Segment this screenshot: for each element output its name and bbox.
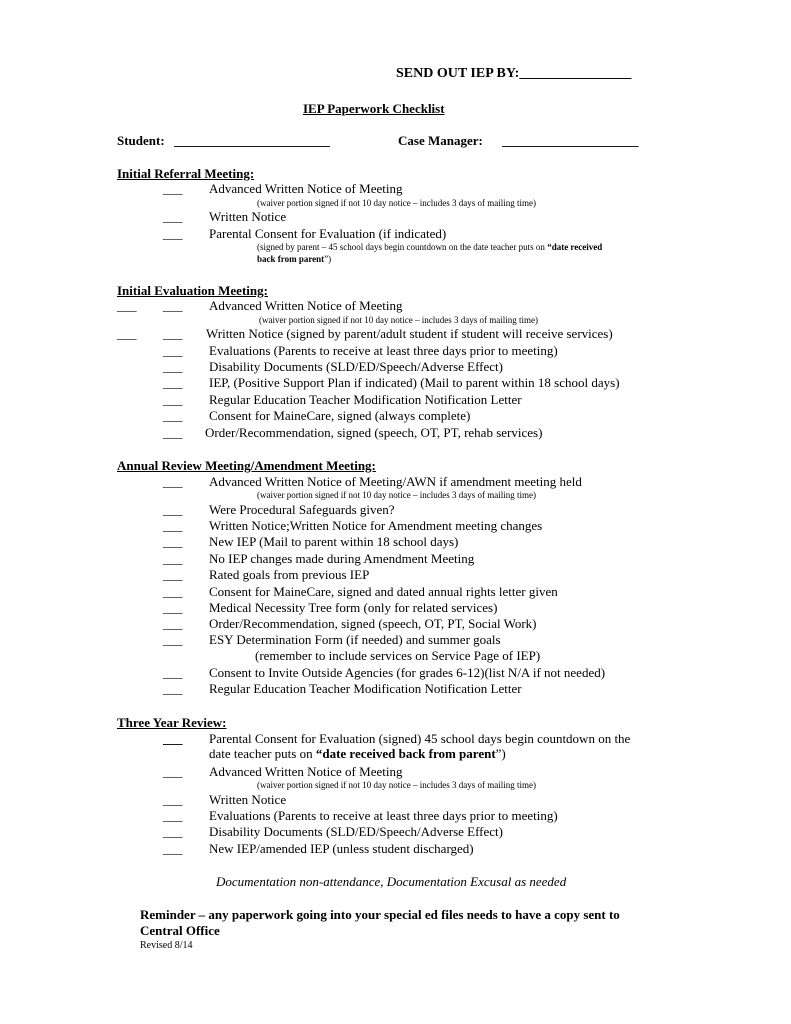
item-advanced-notice: Advanced Written Notice of Meeting: [209, 181, 403, 196]
item-mainecare: Consent for MaineCare, signed and dated annual rights letter given: [209, 584, 558, 599]
item-new-iep: New IEP/amended IEP (unless student discharged): [209, 841, 474, 856]
item-note: [257, 242, 602, 252]
item-reg-ed: Regular Education Teacher Modification Notification Letter: [209, 392, 522, 407]
item-note: (waiver portion signed if not 10 day notice – includes 3 days of mailing time): [259, 315, 538, 325]
checkbox-blank[interactable]: ___: [163, 518, 183, 533]
note-text: (signed by parent – 45 school days begin countdown on the date teacher puts on: [257, 242, 548, 252]
item-advanced-notice: Advanced Written Notice of Meeting: [209, 298, 403, 313]
item-outside-agencies: Consent to Invite Outside Agencies (for grades 6-12)(list N/A if not needed): [209, 665, 606, 680]
checkbox-blank[interactable]: ___: [163, 632, 183, 647]
item-note: [257, 254, 331, 264]
item-parental-consent: Parental Consent for Evaluation (if indicated): [209, 226, 447, 241]
student-field[interactable]: ________________________: [174, 133, 330, 148]
item-new-iep: New IEP (Mail to parent within 18 school days): [209, 534, 459, 549]
note-bold-text: back from parent: [257, 254, 325, 264]
checkbox-blank[interactable]: ___: [163, 584, 183, 599]
checkbox-blank[interactable]: ___: [163, 375, 183, 390]
checkbox-blank[interactable]: ___: [163, 326, 183, 341]
item-written-notice: Written Notice: [209, 792, 287, 807]
note-bold-text: “date received: [547, 242, 603, 252]
item-disability-docs: Disability Documents (SLD/ED/Speech/Adverse Effect): [209, 824, 503, 839]
checkbox-blank[interactable]: ___: [163, 824, 183, 839]
item-written-notice: Written Notice (signed by parent/adult student if student will receive services): [206, 326, 613, 341]
page-title: IEP Paperwork Checklist: [303, 101, 445, 116]
checkbox-blank[interactable]: ___: [163, 226, 183, 241]
checkbox-blank[interactable]: ___: [163, 600, 183, 615]
checkbox-blank[interactable]: ___: [163, 209, 183, 224]
checkbox-blank[interactable]: ___: [117, 298, 137, 313]
section-heading-initial-evaluation: Initial Evaluation Meeting:: [117, 283, 268, 298]
checkbox-blank[interactable]: ___: [163, 474, 183, 489]
checkbox-blank[interactable]: ___: [117, 326, 137, 341]
checkbox-blank[interactable]: ___: [163, 764, 183, 779]
item-written-notice: Written Notice: [209, 209, 287, 224]
checkbox-blank[interactable]: ___: [163, 534, 183, 549]
item-note: (waiver portion signed if not 10 day notice – includes 3 days of mailing time): [257, 780, 536, 790]
checkbox-blank[interactable]: ___: [163, 181, 183, 196]
checkbox-blank[interactable]: ___: [163, 731, 183, 746]
checkbox-blank[interactable]: ___: [163, 298, 183, 313]
item-evaluations: Evaluations (Parents to receive at least three days prior to meeting): [209, 343, 558, 358]
section-heading-annual-review: Annual Review Meeting/Amendment Meeting:: [117, 458, 376, 473]
item-order-rec: Order/Recommendation, signed (speech, OT, PT, Social Work): [209, 616, 537, 631]
revised-date: Revised 8/14: [140, 940, 193, 951]
student-label: Student:: [117, 133, 165, 148]
item-text: date teacher puts on: [209, 746, 316, 761]
item-medical-tree: Medical Necessity Tree form (only for related services): [209, 600, 498, 615]
checkbox-blank[interactable]: ___: [163, 665, 183, 680]
checkbox-blank[interactable]: ___: [163, 502, 183, 517]
case-manager-label: Case Manager:: [398, 133, 483, 148]
item-rated-goals: Rated goals from previous IEP: [209, 567, 370, 582]
checkbox-blank[interactable]: ___: [163, 567, 183, 582]
checkbox-blank[interactable]: ___: [163, 343, 183, 358]
checkbox-blank[interactable]: ___: [163, 408, 183, 423]
item-note: (waiver portion signed if not 10 day notice – includes 3 days of mailing time): [257, 198, 536, 208]
checkbox-blank[interactable]: ___: [163, 551, 183, 566]
item-advanced-notice: Advanced Written Notice of Meeting/AWN if amendment meeting held: [209, 474, 582, 489]
item-note: (remember to include services on Service Page of IEP): [255, 648, 541, 663]
documentation-note: Documentation non-attendance, Documentation Excusal as needed: [216, 874, 567, 889]
item-disability-docs: Disability Documents (SLD/ED/Speech/Adverse Effect): [209, 359, 503, 374]
checkbox-blank[interactable]: ___: [163, 841, 183, 856]
case-manager-field[interactable]: _____________________: [502, 133, 639, 148]
section-heading-three-year: Three Year Review:: [117, 715, 227, 730]
item-text: ”): [495, 746, 506, 761]
section-heading-initial-referral: Initial Referral Meeting:: [117, 166, 255, 181]
checkbox-blank[interactable]: ___: [163, 392, 183, 407]
item-parental-consent-continued: [209, 746, 506, 762]
checkbox-blank[interactable]: ___: [163, 616, 183, 631]
item-iep: IEP, (Positive Support Plan if indicated) (Mail to parent within 18 school days): [209, 375, 620, 390]
checkbox-blank[interactable]: ___: [163, 425, 183, 440]
item-written-notice: Written Notice;Written Notice for Amendment meeting changes: [209, 518, 543, 533]
send-out-iep-by: SEND OUT IEP BY:________________: [396, 66, 632, 81]
item-bold-text: “date received back from parent: [315, 746, 496, 761]
item-no-changes: No IEP changes made during Amendment Meeting: [209, 551, 475, 566]
checkbox-blank[interactable]: ___: [163, 681, 183, 696]
item-esy: ESY Determination Form (if needed) and summer goals: [209, 632, 501, 647]
note-text: ”): [324, 254, 332, 264]
item-safeguards: Were Procedural Safeguards given?: [209, 502, 395, 517]
checkbox-blank[interactable]: ___: [163, 792, 183, 807]
reminder-line-1: Reminder – any paperwork going into your special ed files needs to have a copy sent to: [140, 907, 620, 922]
item-order-rec: Order/Recommendation, signed (speech, OT, PT, rehab services): [205, 425, 543, 440]
item-advanced-notice: Advanced Written Notice of Meeting: [209, 764, 403, 779]
item-evaluations: Evaluations (Parents to receive at least three days prior to meeting): [209, 808, 558, 823]
item-parental-consent: Parental Consent for Evaluation (signed) 45 school days begin countdown on the: [209, 731, 631, 746]
item-note: (waiver portion signed if not 10 day notice – includes 3 days of mailing time): [257, 490, 536, 500]
reminder-line-2: Central Office: [140, 923, 220, 938]
checkbox-blank[interactable]: ___: [163, 808, 183, 823]
checkbox-blank[interactable]: ___: [163, 359, 183, 374]
item-reg-ed: Regular Education Teacher Modification Notification Letter: [209, 681, 522, 696]
item-mainecare: Consent for MaineCare, signed (always complete): [209, 408, 471, 423]
